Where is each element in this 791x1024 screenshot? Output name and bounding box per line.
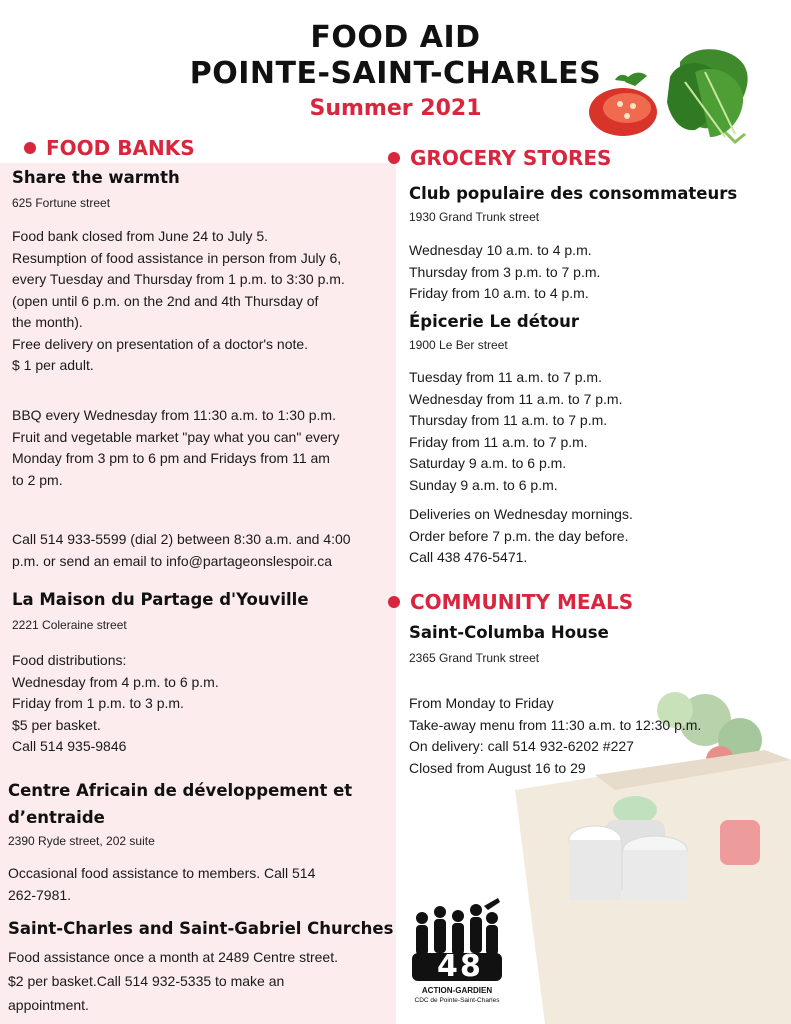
churches-title: Saint-Charles and Saint-Gabriel Churches (8, 919, 394, 938)
svg-text:8: 8 (460, 949, 481, 984)
text-line: the month). (12, 314, 83, 330)
community-meals-heading-text: COMMUNITY MEALS (410, 590, 634, 614)
bullet-icon (24, 142, 36, 154)
subtitle: Summer 2021 (309, 96, 482, 121)
centre-africain-title-line1: Centre Africain de développement et (8, 781, 353, 800)
text-line: $ 1 per adult. (12, 357, 94, 373)
tomato-and-spinach-icon (585, 42, 755, 147)
saint-columba-address: 2365 Grand Trunk street (409, 651, 540, 665)
spinach-icon (667, 49, 748, 142)
text-line: Wednesday from 4 p.m. to 6 p.m. (12, 673, 219, 690)
text-line: appointment. (8, 997, 89, 1013)
epicerie-detour-address: 1900 Le Ber street (409, 338, 508, 352)
club-populaire-address: 1930 Grand Trunk street (409, 210, 540, 224)
text-line: Friday from 1 p.m. to 3 p.m. (12, 695, 184, 711)
bullet-icon (388, 596, 400, 608)
text-line: p.m. or send an email to info@partageonslespoir.ca (12, 552, 333, 569)
text-line: Order before 7 p.m. the day before. (409, 527, 629, 544)
logo-name: ACTION-GARDIEN (421, 986, 493, 995)
grocery-stores-heading-text: GROCERY STORES (410, 146, 612, 170)
text-line: Occasional food assistance to members. Call 514 (8, 865, 316, 881)
tomato-icon (589, 73, 657, 136)
saint-columba-info (409, 693, 701, 779)
centre-africain-title-line2: d’entraide (8, 808, 105, 827)
food-banks-heading-text: FOOD BANKS (46, 136, 195, 160)
text-line: Call 514 935-9846 (12, 738, 127, 754)
text-line: Food assistance once a month at 2489 Centre street. (8, 949, 338, 965)
text-line: Thursday from 11 a.m. to 7 p.m. (409, 412, 608, 428)
text-line: Deliveries on Wednesday mornings. (409, 506, 633, 522)
text-line: Wednesday 10 a.m. to 4 p.m. (409, 242, 592, 258)
text-line: Saturday 9 a.m. to 6 p.m. (409, 455, 567, 471)
text-line: Free delivery on presentation of a doctor's note. (12, 335, 309, 352)
epicerie-detour-delivery (409, 504, 633, 569)
text-line: Friday from 11 a.m. to 7 p.m. (409, 433, 588, 450)
text-line: 262-7981. (8, 886, 72, 903)
text-line: Sunday 9 a.m. to 6 p.m. (409, 476, 558, 493)
text-line: $2 per basket.Call 514 932-5335 to make an (8, 973, 285, 989)
text-line: Closed from August 16 to 29 (409, 759, 586, 776)
text-line: Call 438 476-5471. (409, 549, 528, 565)
epicerie-detour-hours (409, 367, 622, 496)
bullet-icon (388, 152, 400, 164)
maison-du-partage-address: 2221 Coleraine street (12, 618, 127, 632)
grocery-stores-heading (388, 146, 611, 170)
share-the-warmth-bbq (12, 405, 339, 491)
centre-africain-address: 2390 Ryde street, 202 suite (8, 834, 155, 848)
text-line: Resumption of food assistance in person from July 6, (12, 249, 342, 266)
text-line: Fruit and vegetable market "pay what you can" every (12, 428, 340, 445)
text-line: $5 per basket. (12, 716, 101, 733)
share-the-warmth-title: Share the warmth (12, 168, 180, 187)
text-line: every Tuesday and Thursday from 1 p.m. to 3:30 p.m. (12, 271, 345, 287)
text-line: From Monday to Friday (409, 695, 554, 711)
text-line: Take-away menu from 11:30 a.m. to 12:30 p.m. (409, 716, 702, 733)
share-the-warmth-contact (12, 529, 351, 572)
club-populaire-title: Club populaire des consommateurs (409, 184, 738, 203)
food-banks-heading (24, 136, 195, 160)
churches-info (8, 945, 338, 1017)
club-populaire-hours (409, 240, 600, 305)
maison-du-partage-title: La Maison du Partage d'Youville (12, 590, 309, 609)
text-line: Tuesday from 11 a.m. to 7 p.m. (409, 369, 602, 385)
maison-du-partage-info (12, 650, 219, 758)
community-meals-heading (388, 590, 633, 614)
saint-columba-title: Saint-Columba House (409, 623, 609, 642)
svg-text:4: 4 (437, 949, 458, 984)
text-line: Wednesday from 11 a.m. to 7 p.m. (409, 390, 623, 407)
title-line-2: POINTE-SAINT-CHARLES (189, 56, 602, 91)
text-line: Thursday from 3 p.m. to 7 p.m. (409, 263, 601, 280)
title-line-1: FOOD AID (310, 20, 481, 55)
share-the-warmth-address: 625 Fortune street (12, 196, 111, 210)
centre-africain-info (8, 863, 315, 906)
text-line: (open until 6 p.m. on the 2nd and 4th Thursday of (12, 292, 319, 309)
text-line: Monday from 3 pm to 6 pm and Fridays from 11 am (12, 450, 330, 466)
text-line: Call 514 933-5599 (dial 2) between 8:30 a.m. and 4:00 (12, 531, 351, 547)
text-line: On delivery: call 514 932-6202 #227 (409, 738, 634, 754)
logo-tagline: CDC de Pointe-Saint-Charles (414, 997, 500, 1004)
text-line: BBQ every Wednesday from 11:30 a.m. to 1:30 p.m. (12, 407, 336, 423)
epicerie-detour-title: Épicerie Le détour (409, 312, 579, 331)
text-line: to 2 pm. (12, 471, 63, 488)
text-line: Friday from 10 a.m. to 4 p.m. (409, 285, 589, 301)
text-line: Food distributions: (12, 652, 127, 668)
text-line: Food bank closed from June 24 to July 5. (12, 228, 269, 244)
share-the-warmth-info (12, 226, 345, 377)
